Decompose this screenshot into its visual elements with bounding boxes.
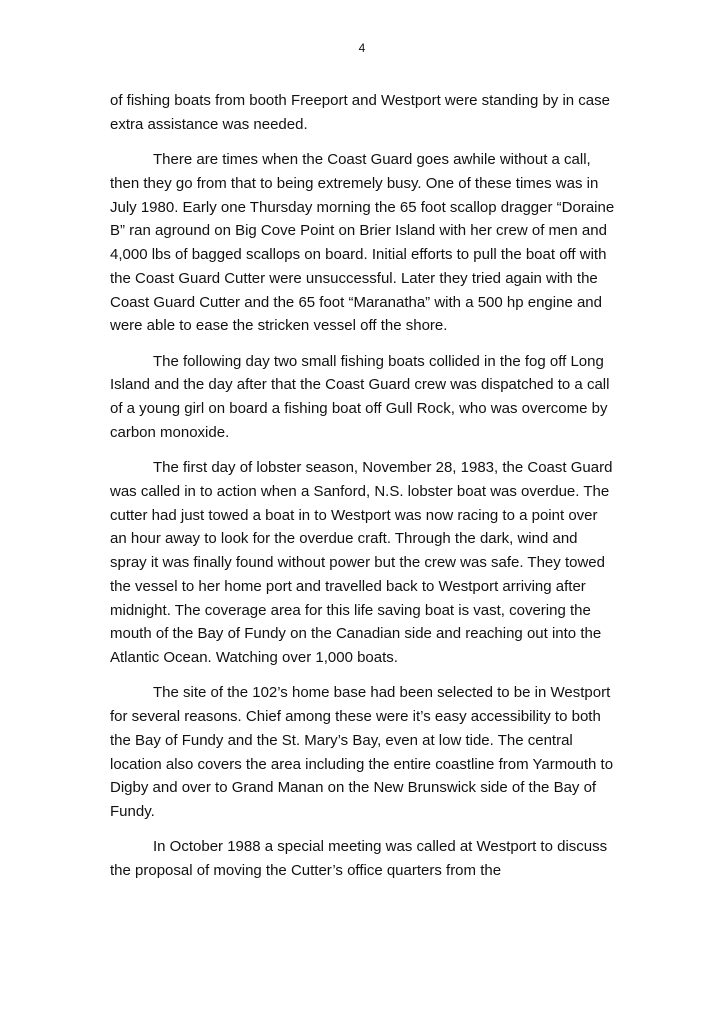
paragraph-continuation: of fishing boats from booth Freeport and Westport were standing by in case extra assistance was needed. — [110, 92, 610, 133]
document-body — [110, 89, 618, 894]
paragraph-october-1988-meeting: In October 1988 a special meeting was called at Westport to discuss the proposal of moving the Cutter’s office quarters from the — [110, 838, 608, 879]
paragraph-doraine-b-grounding: There are times when the Coast Guard goes awhile without a call, then they go from that to being extremely busy. One of these times was in July 1980. Early one Thursday morning the 65 foot scallop dragger “Doraine B” ran aground on Big Cove Point on Brier Island with her crew of men and 4,000 lbs of bagged scallops on board. Initial efforts to pull the boat off with the Coast Guard Cutter were unsuccessful. Later they tried again with the Coast Guard Cutter and the 65 foot “Maranatha” with a 500 hp engine and were able to ease the stricken vessel off the shore. — [110, 151, 615, 335]
paragraph-lobster-season-rescue: The first day of lobster season, November 28, 1983, the Coast Guard was called in to action when a Sanford, N.S. lobster boat was overdue. The cutter had just towed a boat in to Westport was now racing to a point over an hour away to look for the overdue craft. Through the dark, wind and spray it was finally found without power but the crew was safe. They towed the vessel to her home port and travelled back to Westport arriving after midnight. The coverage area for this life saving boat is vast, covering the mouth of the Bay of Fundy on the Canadian side and reaching out into the Atlantic Ocean. Watching over 1,000 boats. — [110, 459, 613, 666]
paragraph-collision-and-carbon-monoxide: The following day two small fishing boats collided in the fog off Long Island and the day after that the Coast Guard crew was dispatched to a call of a young girl on board a fishing boat off Gull Rock, who was overcome by carbon monoxide. — [110, 352, 610, 441]
paragraph-home-base-site: The site of the 102’s home base had been selected to be in Westport for several reasons. Chief among these were it’s easy accessibility to both the Bay of Fundy and the St. Mary’s Bay, even at low tide. The central location also covers the area including the entire coastline from Yarmouth to Digby and over to Grand Manan on the New Brunswick side of the Bay of Fundy. — [110, 684, 614, 820]
page-number: 4 — [358, 41, 366, 55]
